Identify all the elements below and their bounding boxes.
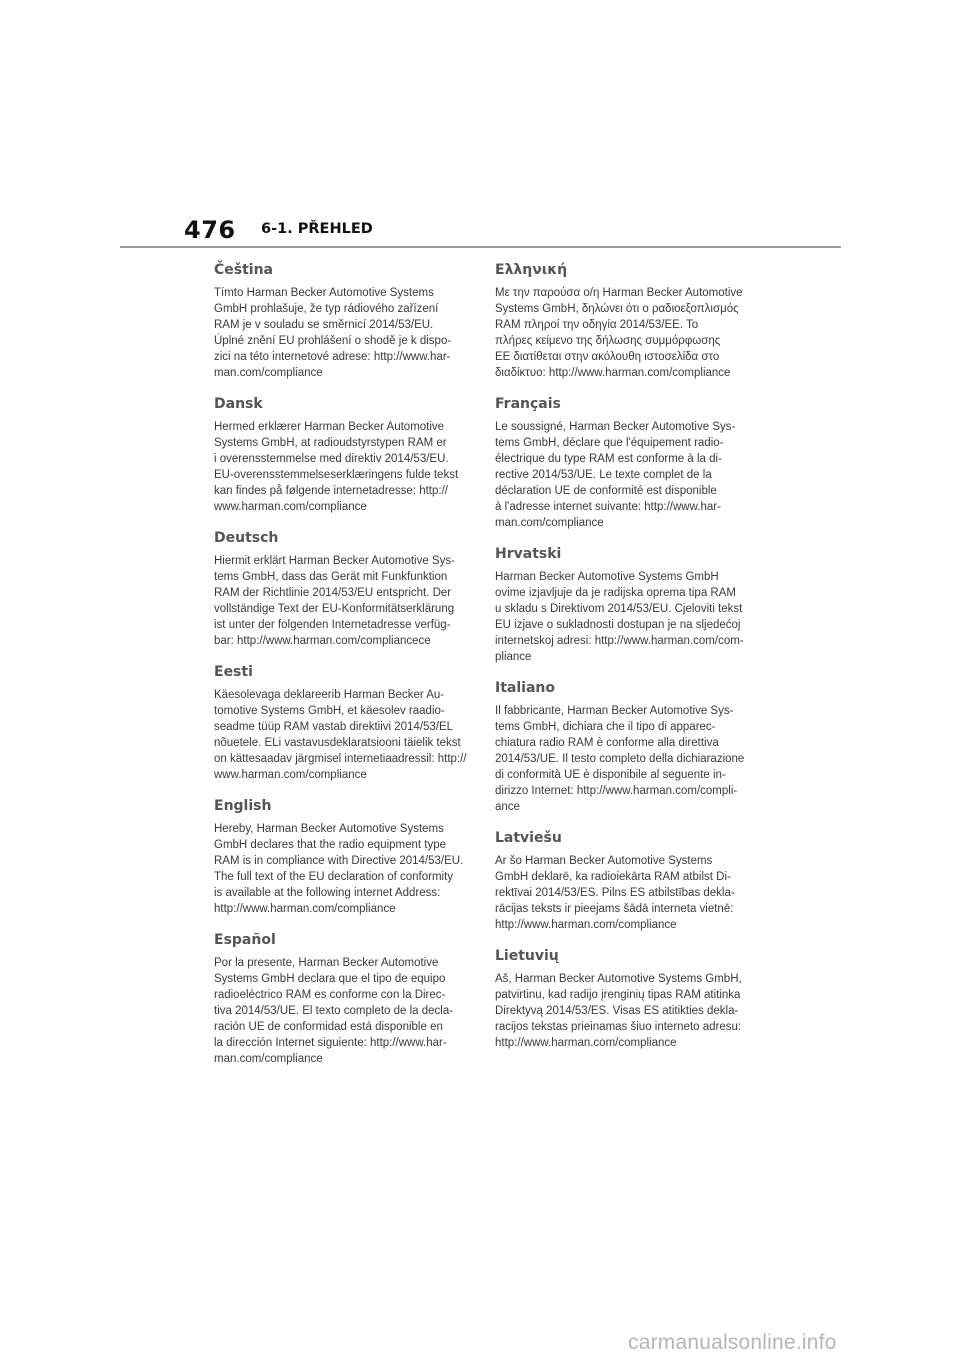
- lang-text: Hiermit erklärt Harman Becker Automotive Sys- tems GmbH, dass das Gerät mit Funkfunktion RAM der Richtlinie 2014/53/EU entspricht. Der vollständige Text der EU-Konformitätserklärung ist unter der folgenden Internetadresse verfüg- bar: http://www.harman.com/compliancece: [214, 555, 455, 647]
- lang-text: Por la presente, Harman Becker Automotive Systems GmbH declara que el tipo de equipo radioeléctrico RAM es conforme con la Direc- tiva 2014/53/UE. El texto completo de la decla- ración UE de conformidad está disponible en la dirección Internet siguiente: http://www.har- man.com/compliance: [214, 957, 454, 1065]
- lang-text: Hereby, Harman Becker Automotive Systems GmbH declares that the radio equipment type RAM is in compliance with Directive 2014/53/EU. The full text of the EU declaration of conformity is available at the following internet Address: http://www.harman.com/compliance: [214, 823, 464, 915]
- right-column: [495, 262, 751, 1066]
- section-title: 6-1. PŘEHLED: [261, 221, 373, 237]
- lang-text: Harman Becker Automotive Systems GmbH ovime izjavljuje da je radijska oprema tipa RAM u skladu s Direktivom 2014/53/EU. Cjeloviti tekst EU izjave o sukladnosti dostupan je na sljedećoj internetskoj adresi: http://www.harman.com/com- pliance: [495, 571, 744, 663]
- lang-block-latviesu: [495, 830, 751, 933]
- lang-block-francais: [495, 396, 751, 531]
- lang-heading: Hrvatski: [495, 546, 562, 562]
- lang-text: Le soussigné, Harman Becker Automotive Sys- tems GmbH, déclare que l'équipement radio- électrique du type RAM est conforme à la di- rective 2014/53/UE. Le texte complet de la déclaration UE de conformité est disponible à l'adresse internet suivante: http://www.har- man.com/compliance: [495, 421, 736, 529]
- page-number: 476: [184, 216, 236, 244]
- lang-text: Il fabbricante, Harman Becker Automotive Sys- tems GmbH, dichiara che il tipo di apparec- chiatura radio RAM è conforme alla direttiva 2014/53/UE. Il testo completo della dichiarazione di conformità UE è disponibile al seguente in- dirizzo Internet: http://www.harman.com/compli- ance: [495, 705, 745, 813]
- lang-heading: Lietuvių: [495, 948, 559, 964]
- lang-text: Ar šo Harman Becker Automotive Systems GmbH deklarē, ka radioiekārta RAM atbilst Di- rektīvai 2014/53/ES. Pilns ES atbilstības dekla- rācijas teksts ir pieejams šādā interneta vietnē: http://www.harman.com/compliance: [495, 855, 735, 931]
- lang-text: Tímto Harman Becker Automotive Systems GmbH prohlašuje, že typ rádiového zařízení RAM je v souladu se směrnicí 2014/53/EU. Úplné znění EU prohlášení o shodě je k dispo- zici na této internetové adrese: http://www.har- man.com/compliance: [214, 287, 452, 379]
- lang-heading: Español: [214, 932, 276, 948]
- lang-heading: Čeština: [214, 262, 274, 278]
- lang-block-cestina: [214, 262, 470, 381]
- lang-text: Με την παρούσα ο/η Harman Becker Automotive Systems GmbH, δηλώνει ότι ο ραδιοεξοπλισμός RAM πληροί την οδηγία 2014/53/ΕΕ. Το πλήρες κείμενο της δήλωσης συμμόρφωσης ΕΕ διατίθεται στην ακόλουθη ιστοσελίδα στο διαδίκτυο: http://www.harman.com/compliance: [495, 287, 743, 379]
- lang-block-dansk: [214, 396, 470, 515]
- lang-block-lietuviu: [495, 948, 751, 1051]
- lang-heading: Ελληνική: [495, 262, 568, 278]
- lang-heading: English: [214, 798, 272, 814]
- lang-heading: Dansk: [214, 396, 263, 412]
- watermark-text: carmanualsonline.info: [628, 1331, 837, 1354]
- lang-block-deutsch: [214, 530, 470, 649]
- lang-text: Aš, Harman Becker Automotive Systems GmbH, patvirtinu, kad radijo įrenginių tipas RAM atitinka Direktyvą 2014/53/ES. Visas ES atitikties dekla- racijos tekstas prieinamas šiuo interneto adresu: http://www.harman.com/compliance: [495, 973, 742, 1049]
- lang-text: Käesolevaga deklareerib Harman Becker Au- tomotive Systems GmbH, et käesolev raadio- seadme tüüp RAM vastab direktiivi 2014/53/EL nõuetele. ELi vastavusdeklaratsiooni täielik tekst on kättesaadav järgmisel internetiaadressil: http:// www.harman.com/compliance: [214, 689, 467, 781]
- lang-text: Hermed erklærer Harman Becker Automotive Systems GmbH, at radioudstyrstypen RAM er i overensstemmelse med direktiv 2014/53/EU. EU-overensstemmelseserklæringens fulde tekst kan findes på følgende internetadresse: http:// www.harman.com/compliance: [214, 421, 459, 513]
- lang-block-hrvatski: [495, 546, 751, 665]
- lang-block-ellinika: [495, 262, 751, 381]
- lang-heading: Français: [495, 396, 561, 412]
- lang-block-eesti: [214, 664, 470, 783]
- page-header: [120, 212, 841, 248]
- lang-heading: Latviešu: [495, 830, 562, 846]
- lang-block-espanol: [214, 932, 470, 1067]
- lang-block-italiano: [495, 680, 751, 815]
- left-column: [214, 262, 470, 1082]
- lang-block-english: [214, 798, 470, 917]
- lang-heading: Eesti: [214, 664, 253, 680]
- lang-heading: Italiano: [495, 680, 555, 696]
- lang-heading: Deutsch: [214, 530, 279, 546]
